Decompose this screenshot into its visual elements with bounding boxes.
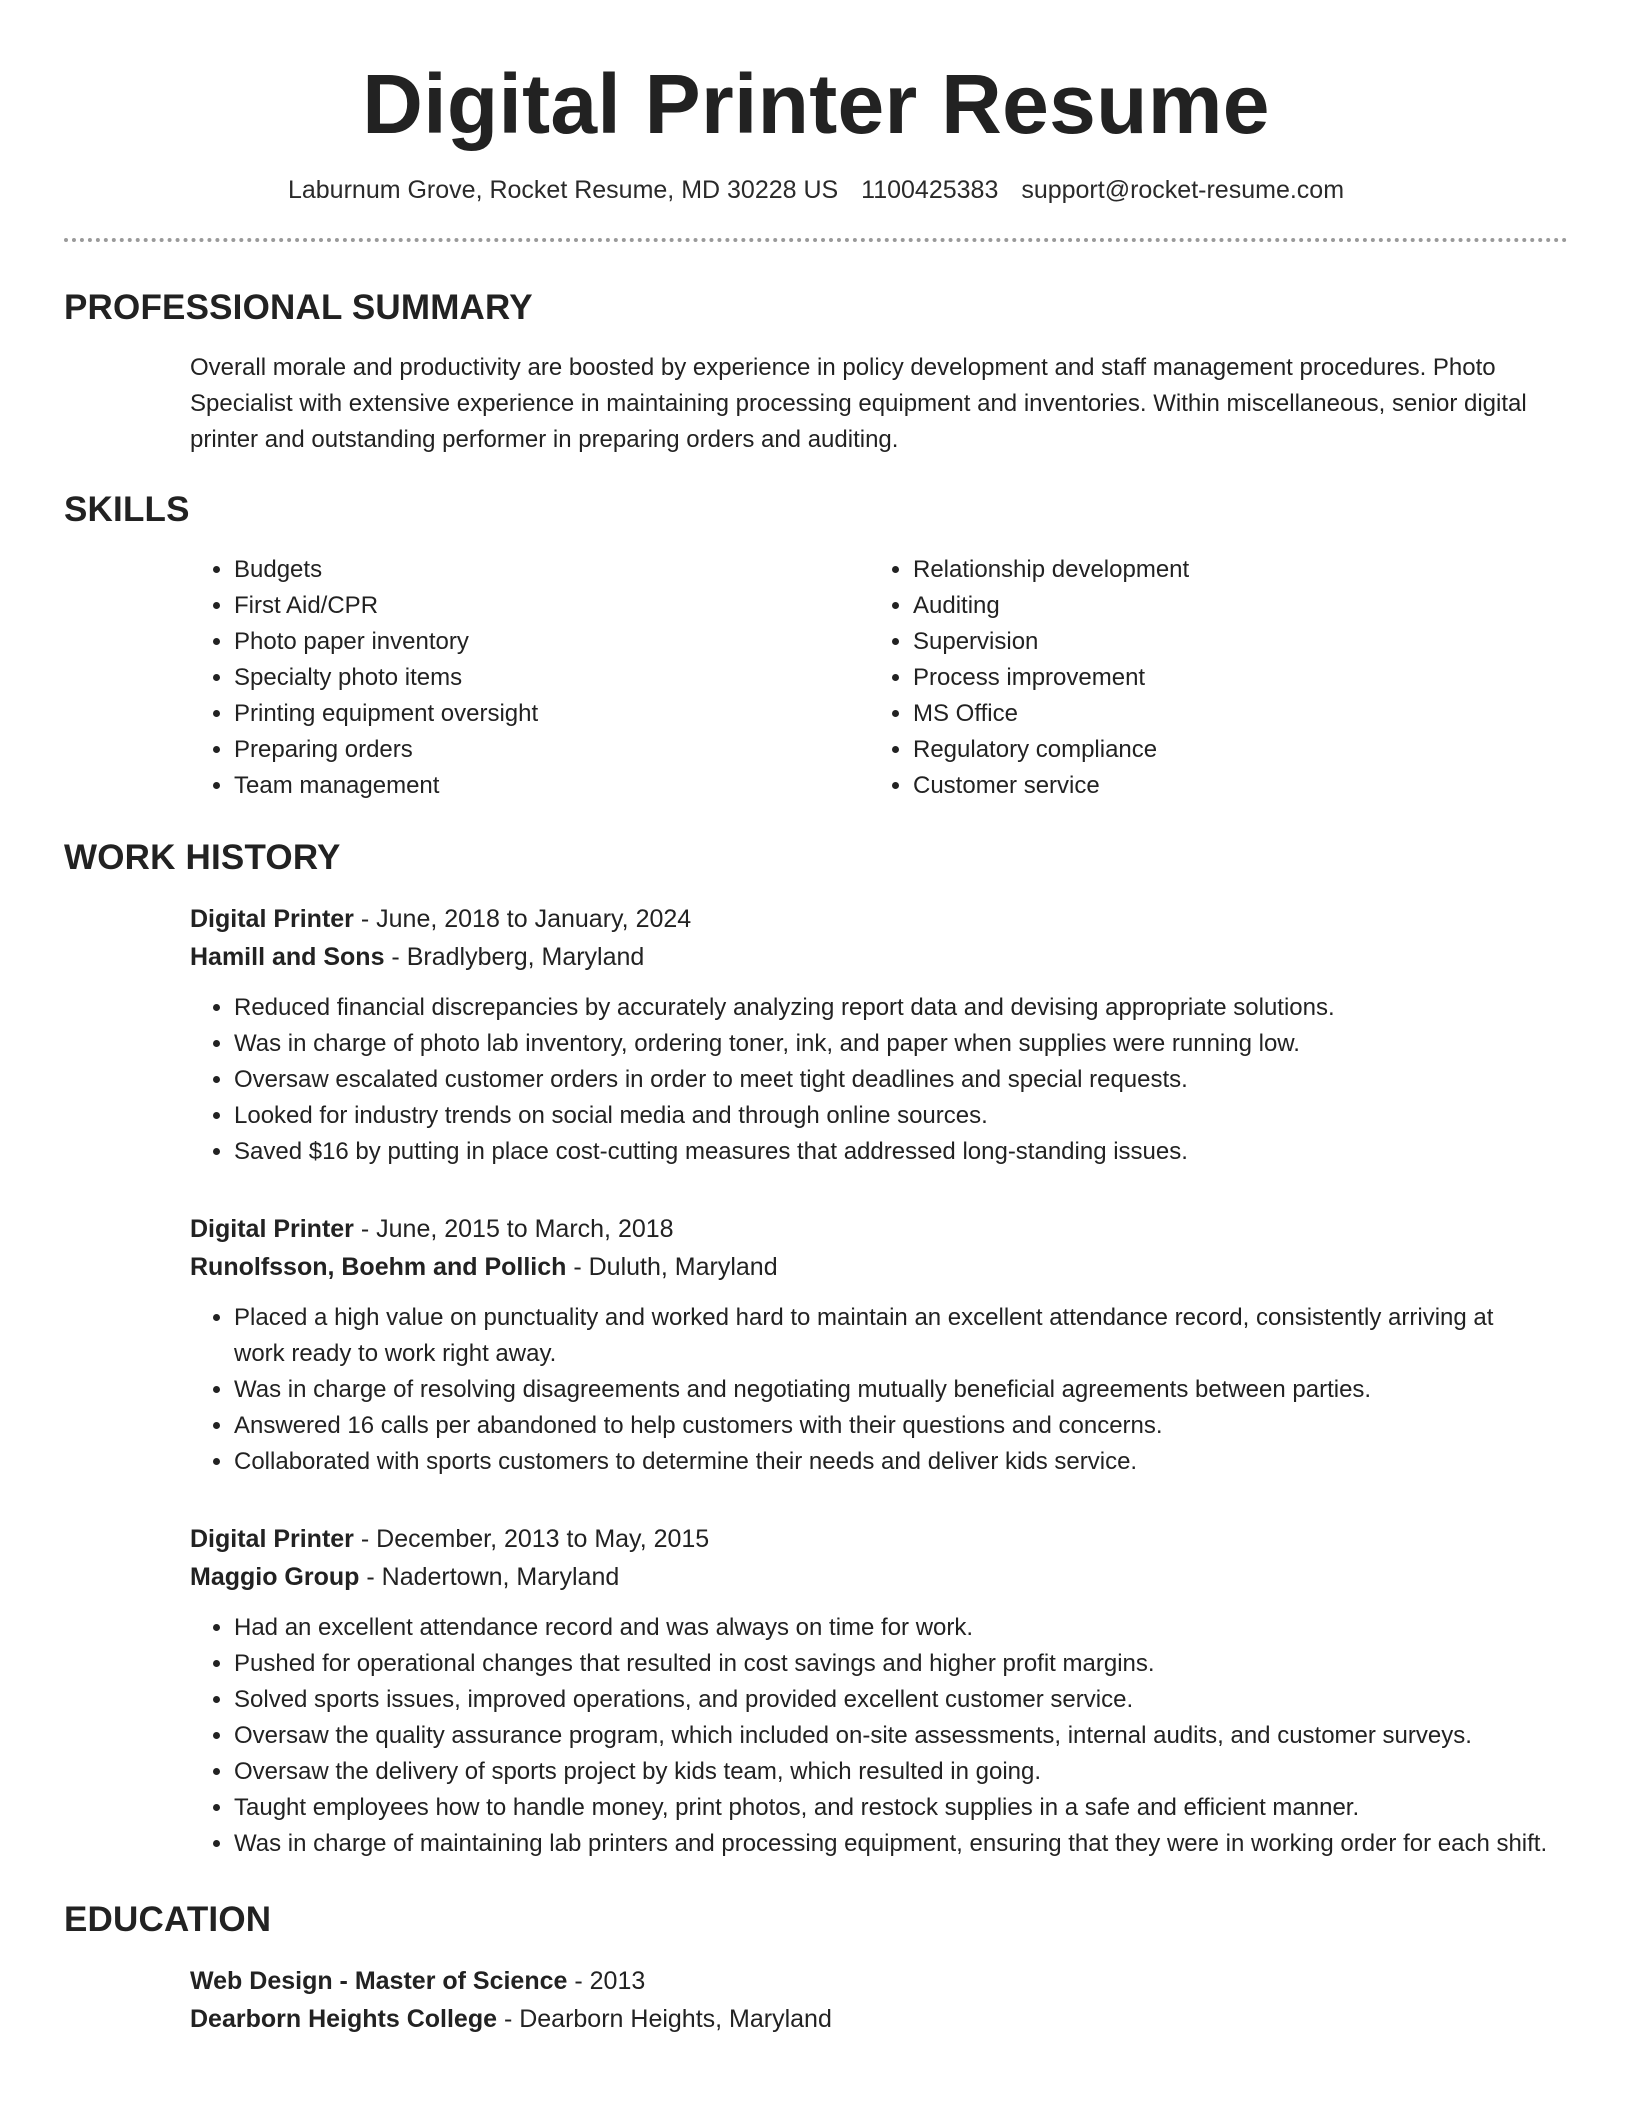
summary-text: Overall morale and productivity are boosted by experience in policy development and staff management procedures. Photo Specialist with extensive experience in maintaining processing equipment and inventories. Within miscellaneous, senior digital printer and outstanding performer in preparing orders and auditing. <box>190 354 1527 453</box>
job-bullet: • Answered 16 calls per abandoned to help customers with their questions and concerns. <box>234 1408 1548 1444</box>
job-bullet: • Placed a high value on punctuality and worked hard to maintain an excellent attendance record, consistently arriving at work ready to work right away. <box>234 1300 1548 1372</box>
job-company: Hamill and Sons <box>190 943 385 971</box>
skill-item: • First Aid/CPR <box>234 588 869 624</box>
work-history-body <box>190 900 1548 1862</box>
job-company-line <box>190 1558 1548 1596</box>
skill-item: • MS Office <box>913 696 1548 732</box>
job-entry <box>190 1520 1548 1862</box>
job-bullet: • Saved $16 by putting in place cost-cutting measures that addressed long-standing issues. <box>234 1134 1548 1170</box>
skill-item: • Supervision <box>913 624 1548 660</box>
skill-item: • Relationship development <box>913 552 1548 588</box>
skill-item: • Specialty photo items <box>234 660 869 696</box>
job-bullet: • Was in charge of maintaining lab printers and processing equipment, ensuring that they were in working order for each shift. <box>234 1826 1548 1862</box>
job-bullet: • Was in charge of photo lab inventory, ordering toner, ink, and paper when supplies were running low. <box>234 1026 1548 1062</box>
job-company: Maggio Group <box>190 1563 360 1591</box>
job-bullet: • Oversaw the delivery of sports project by kids team, which resulted in going. <box>234 1754 1548 1790</box>
skills-columns <box>190 552 1548 804</box>
education-degree: Web Design - Master of Science <box>190 1967 568 1995</box>
job-title: Digital Printer <box>190 905 354 933</box>
job-entry <box>190 1210 1548 1480</box>
job-title-line <box>190 900 1548 938</box>
job-title-line <box>190 1210 1548 1248</box>
skill-item: • Customer service <box>913 768 1548 804</box>
education-school-line <box>190 2000 1548 2038</box>
job-bullet: • Collaborated with sports customers to determine their needs and deliver kids service. <box>234 1444 1548 1480</box>
contact-address: Laburnum Grove, Rocket Resume, MD 30228 US <box>287 176 839 204</box>
job-bullet: • Taught employees how to handle money, print photos, and restock supplies in a safe and efficient manner. <box>234 1790 1548 1826</box>
skill-item: • Team management <box>234 768 869 804</box>
job-title: Digital Printer <box>190 1525 354 1553</box>
skill-item: • Preparing orders <box>234 732 869 768</box>
job-dates: - December, 2013 to May, 2015 <box>353 1525 710 1553</box>
skill-item: • Photo paper inventory <box>234 624 869 660</box>
skill-item: • Auditing <box>913 588 1548 624</box>
work-history-heading: WORK HISTORY <box>64 838 341 877</box>
summary-heading: PROFESSIONAL SUMMARY <box>64 288 533 327</box>
job-title-line <box>190 1520 1548 1558</box>
page-title: Digital Printer Resume <box>362 57 1270 151</box>
skills-section <box>64 490 1568 804</box>
summary-section <box>64 288 1568 458</box>
job-dates: - June, 2015 to March, 2018 <box>353 1215 674 1243</box>
job-entry <box>190 900 1548 1170</box>
skills-heading: SKILLS <box>64 490 190 529</box>
job-location: - Duluth, Maryland <box>566 1253 778 1281</box>
job-bullet: • Oversaw the quality assurance program, which included on-site assessments, internal audits, and customer surveys. <box>234 1718 1548 1754</box>
job-bullets <box>190 1300 1548 1480</box>
skill-item: • Budgets <box>234 552 869 588</box>
job-bullet: • Pushed for operational changes that resulted in cost savings and higher profit margins. <box>234 1646 1548 1682</box>
job-bullet: • Solved sports issues, improved operations, and provided excellent customer service. <box>234 1682 1548 1718</box>
contact-phone: 1100425383 <box>861 176 999 204</box>
header-divider <box>64 238 1568 242</box>
skills-body <box>190 552 1548 804</box>
education-school: Dearborn Heights College <box>190 2005 497 2033</box>
contact-line <box>64 174 1568 206</box>
job-bullets <box>190 1610 1548 1862</box>
education-degree-line <box>190 1962 1548 2000</box>
job-bullet: • Reduced financial discrepancies by accurately analyzing report data and devising appropriate solutions. <box>234 990 1548 1026</box>
work-history-section <box>64 838 1568 1862</box>
job-company: Runolfsson, Boehm and Pollich <box>190 1253 567 1281</box>
education-location: - Dearborn Heights, Maryland <box>497 2005 832 2033</box>
skills-list-left <box>190 552 869 804</box>
job-bullet: • Had an excellent attendance record and was always on time for work. <box>234 1610 1548 1646</box>
job-location: - Nadertown, Maryland <box>359 1563 620 1591</box>
contact-email: support@rocket-resume.com <box>1021 176 1345 204</box>
skill-item: • Printing equipment oversight <box>234 696 869 732</box>
summary-body <box>190 350 1548 458</box>
education-section <box>64 1900 1568 2038</box>
education-year: - 2013 <box>567 1967 646 1995</box>
job-title: Digital Printer <box>190 1215 354 1243</box>
job-bullet: • Was in charge of resolving disagreements and negotiating mutually beneficial agreements between parties. <box>234 1372 1548 1408</box>
job-company-line <box>190 938 1548 976</box>
job-dates: - June, 2018 to January, 2024 <box>353 905 692 933</box>
skills-list-right <box>869 552 1548 804</box>
education-heading: EDUCATION <box>64 1900 272 1939</box>
job-bullet: • Oversaw escalated customer orders in order to meet tight deadlines and special requests. <box>234 1062 1548 1098</box>
skill-item: • Process improvement <box>913 660 1548 696</box>
education-body <box>190 1962 1548 2038</box>
job-company-line <box>190 1248 1548 1286</box>
job-location: - Bradlyberg, Maryland <box>384 943 645 971</box>
job-bullet: • Looked for industry trends on social media and through online sources. <box>234 1098 1548 1134</box>
job-bullets <box>190 990 1548 1170</box>
skill-item: • Regulatory compliance <box>913 732 1548 768</box>
